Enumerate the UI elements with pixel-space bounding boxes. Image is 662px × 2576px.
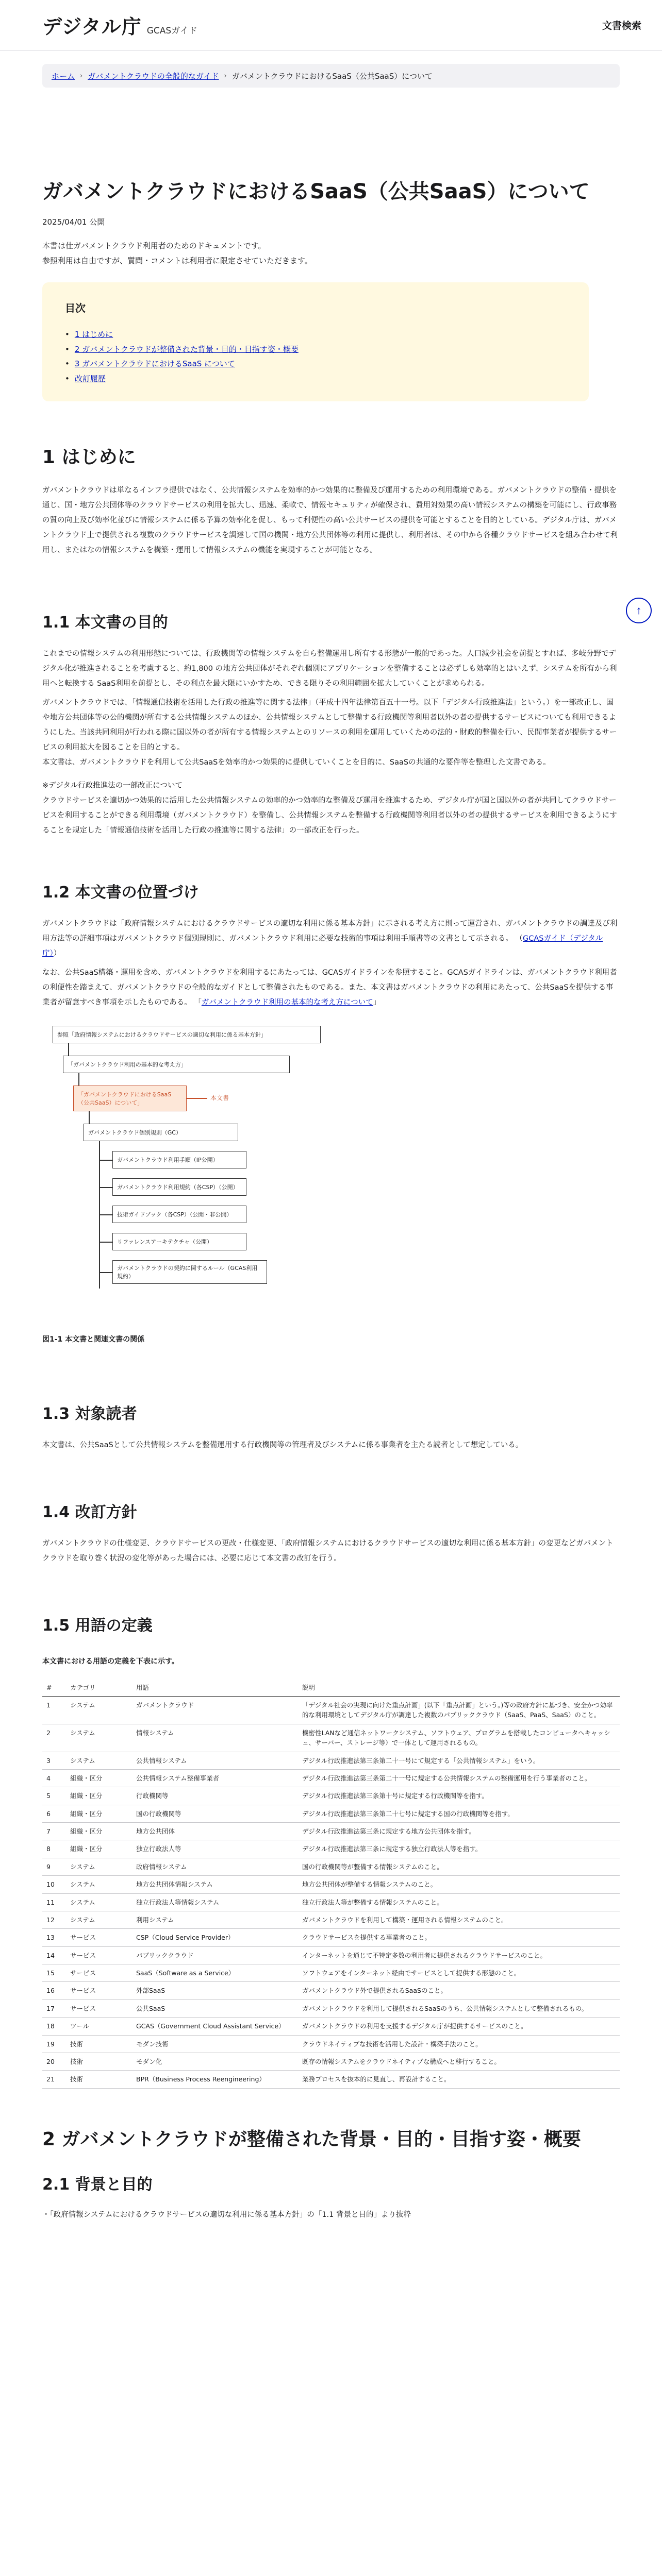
chevron-right-icon: › <box>80 72 83 80</box>
row-description: デジタル行政推進法第三条第二十七号に規定する国の行政機関等を指す。 <box>298 1805 620 1822</box>
row-description: ガバメントクラウド外で提供されるSaaSのこと。 <box>298 1982 620 1999</box>
column-header: カテゴリ <box>66 1679 132 1697</box>
row-category: システム <box>66 1876 132 1893</box>
diagram-box-child: ガバメントクラウド利用規約（各CSP）（公開） <box>112 1178 246 1196</box>
row-description: クラウドネイティブな技術を活用した設計・構築手法のこと。 <box>298 2035 620 2053</box>
scroll-to-top-button[interactable]: ↑ <box>626 598 652 623</box>
table-row <box>42 1911 620 1928</box>
diagram-box-child: ガバメントクラウドの契約に関するルール（GCAS利用規約） <box>112 1260 267 1284</box>
table-row <box>42 2053 620 2070</box>
row-term: 外部SaaS <box>132 1982 298 1999</box>
row-category: サービス <box>66 1946 132 1964</box>
diagram-connector <box>99 1272 112 1273</box>
row-category: システム <box>66 1911 132 1928</box>
table-header-row <box>42 1679 620 1697</box>
row-term: 独立行政法人等情報システム <box>132 1893 298 1911</box>
site-logo[interactable] <box>42 11 197 39</box>
row-number: 21 <box>42 2071 66 2088</box>
table-row <box>42 2035 620 2053</box>
table-row <box>42 2018 620 2035</box>
section-body: ガバメントクラウドは単なるインフラ提供ではなく、公共情報システムを効率的かつ効果的に整備及び運用するための利用環境である。ガバメントクラウドの整備・提供を通じ、国・地方公共団体等のクラウドサービスの利用を拡大し、迅速、柔軟で、情報セキュリティが確保され、費用対効果の高い情報システムの構築を可能にし、行政事務の質の向上及び効率化並びに情報システムに係る予算の効率化を促し、もって利便性の高い公共サービスの提供を可能とすることを目的としている。デジタル庁は、ガバメントクラウド上で提供される複数のクラウドサービスを調達して国の機関・地方公共団体等の利用に提供し、利用者は、その中から各種クラウドサービスを組み合わせて利用し、またはなの情報システムを構築・運用して情報システムの機能を実現することが可能となる。 <box>42 486 618 554</box>
row-category: システム <box>66 1724 132 1752</box>
row-term: SaaS（Software as a Service） <box>132 1964 298 1982</box>
diagram-connector <box>187 1098 207 1099</box>
table-of-contents <box>42 282 589 401</box>
diagram-box-child: リファレンスアーキテクチャ（公開） <box>112 1233 246 1250</box>
row-number: 4 <box>42 1769 66 1787</box>
toc-link[interactable]: 2 ガバメントクラウドが整備された背景・目的・目指す姿・概要 <box>74 344 299 354</box>
row-term: 情報システム <box>132 1724 298 1752</box>
row-number: 13 <box>42 1929 66 1946</box>
row-term: モダン化 <box>132 2053 298 2070</box>
breadcrumb-current: ガバメントクラウドにおけるSaaS（公共SaaS）について <box>231 71 433 81</box>
row-category: 技術 <box>66 2053 132 2070</box>
section-body-text: なお、公共SaaS構築・運用を含め、ガバメントクラウドを利用するにあたっては、GCASガイドラインを参照すること。GCASガイドラインは、ガバメントクラウド利用者の利便性を踏まえて、ガバメントクラウドの全般的なガイドとして整備されたものである。また、本文書はガバメントクラウドの利用にあたって、公共SaaSを提供する事業者が留意すべき事項を示したものである。 <box>42 969 617 1007</box>
breadcrumb-home[interactable]: ホーム <box>52 71 75 81</box>
section-heading: 1.3 対象読者 <box>42 1405 137 1423</box>
toc-title: 目次 <box>65 302 86 314</box>
row-number: 12 <box>42 1911 66 1928</box>
site-header <box>0 0 662 50</box>
section-body: これまでの情報システムの利用形態については、行政機関等の情報システムを自ら整備運用し所有する形態が一般的であった。人口減少社会を前提とすれば、多岐分野でデジタル化が推進されることを考慮すると、約1,800 の地方公共団体がそれぞれ個別にアプリケーションを整備することは必ずしも効率的とはいえず、システムを所有から利用へと転換する SaaS利用を前提とし、その利点を最大限にいかすため、できる限りその利用範囲を拡大していくことが求められる。 <box>42 650 617 688</box>
row-description: 業務プロセスを抜本的に見直し、再設計すること。 <box>298 2071 620 2088</box>
diagram-box-child: 技術ガイドブック（各CSP）（公開・非公開） <box>112 1206 246 1223</box>
row-description: デジタル行政推進法第三条第二十一号に規定する公共情報システムの整備運用を行う事業者のこと。 <box>298 1769 620 1787</box>
table-row <box>42 1724 620 1752</box>
section-body: 本文書は、ガバメントクラウドを利用して公共SaaSを効率的かつ効果的に提供していくことを目的に、SaaSの共通的な要件等を整理した文書である。 <box>42 758 551 767</box>
section-body: ガバメントクラウドは「政府情報システムにおけるクラウドサービスの適切な利用に係る基本方針」に示される考え方に則って運営され、ガバメントクラウドの調達及び利用方法等の詳細事項はガバメントクラウド個別規則に、ガバメントクラウド利用に必要な技術的事項は利用手順書等の文書として示される。 （GCASガイド（デジタル庁）） <box>42 920 618 958</box>
row-number: 5 <box>42 1787 66 1805</box>
row-category: システム <box>66 1893 132 1911</box>
section-heading: 1 はじめに <box>42 447 136 468</box>
row-category: サービス <box>66 1999 132 2017</box>
section-body: 本文書は、公共SaaSとして公共情報システムを整備運用する行政機関等の管理者及びシステムに係る事業者を主たる読者として想定している。 <box>42 1441 523 1449</box>
column-header: 用語 <box>132 1679 298 1697</box>
row-term: 公共情報システム <box>132 1752 298 1769</box>
row-category: システム <box>66 1697 132 1724</box>
main-content <box>0 178 662 2223</box>
row-description: デジタル行政推進法第三条第二十一号にて規定する「公共情報システム」をいう。 <box>298 1752 620 1769</box>
table-row <box>42 1876 620 1893</box>
row-description: ガバメントクラウドを利用して構築・運用される情報システムのこと。 <box>298 1911 620 1928</box>
diagram-box-policy: 参照「政府情報システムにおけるクラウドサービスの適切な利用に係る基本方針」 <box>53 1026 321 1043</box>
row-description: クラウドサービスを提供する事業者のこと。 <box>298 1929 620 1946</box>
logo-main-text: デジタル庁 <box>42 15 142 38</box>
page-title: ガバメントクラウドにおけるSaaS（公共SaaS）について <box>42 180 590 204</box>
terms-table-body <box>42 1697 620 2089</box>
table-row <box>42 1787 620 1805</box>
section-heading: 1.1 本文書の目的 <box>42 614 168 632</box>
table-row <box>42 2071 620 2088</box>
column-header: # <box>42 1679 66 1697</box>
row-category: システム <box>66 1752 132 1769</box>
row-number: 7 <box>42 1823 66 1840</box>
row-term: ガバメントクラウド <box>132 1697 298 1724</box>
row-description: ガバメントクラウドを利用して提供されるSaaSのうち、公共情報システムとして整備されるもの。 <box>298 1999 620 2017</box>
diagram-box-gc-rules: ガバメントクラウド個別規則（GC） <box>84 1124 238 1141</box>
table-row <box>42 1929 620 1946</box>
row-category: ツール <box>66 2018 132 2035</box>
bullet-icon: • <box>65 330 70 339</box>
row-category: システム <box>66 1858 132 1875</box>
row-category: 組織・区分 <box>66 1840 132 1858</box>
table-row <box>42 1999 620 2017</box>
row-number: 10 <box>42 1876 66 1893</box>
row-term: 公共情報システム整備事業者 <box>132 1769 298 1787</box>
toc-link[interactable]: 3 ガバメントクラウドにおけるSaaS について <box>74 359 235 368</box>
row-description: 国の行政機関等が整備する情報システムのこと。 <box>298 1858 620 1875</box>
row-category: サービス <box>66 1964 132 1982</box>
section-heading: 1.5 用語の定義 <box>42 1617 153 1635</box>
table-row <box>42 1840 620 1858</box>
row-number: 11 <box>42 1893 66 1911</box>
row-term: 地方公共団体 <box>132 1823 298 1840</box>
row-description: インターネットを通じて不特定多数の利用者に提供されるクラウドサービスのこと。 <box>298 1946 620 1964</box>
row-number: 20 <box>42 2053 66 2070</box>
table-row <box>42 1858 620 1875</box>
bullet-icon: • <box>65 344 70 354</box>
section-body: ・「政府情報システムにおけるクラウドサービスの適切な利用に係る基本方針」の「1.1 背景と目的」より抜粋 <box>42 2210 411 2219</box>
diagram-box-this-document: 「ガバメントクラウドにおけるSaaS（公共SaaS）について」 <box>73 1086 187 1111</box>
toc-link[interactable]: 1 はじめに <box>74 330 113 339</box>
logo-sub-text: GCASガイド <box>146 26 197 36</box>
row-term: 利用システム <box>132 1911 298 1928</box>
row-number: 18 <box>42 2018 66 2035</box>
row-number: 6 <box>42 1805 66 1822</box>
row-category: サービス <box>66 1929 132 1946</box>
bullet-icon: • <box>65 359 70 368</box>
row-description: ガバメントクラウドの利用を支援するデジタル庁が提供するサービスのこと。 <box>298 2018 620 2035</box>
table-row <box>42 1697 620 1724</box>
diagram-box-child: ガバメントクラウド利用手順（IP公開） <box>112 1151 246 1168</box>
section-heading: 2 ガバメントクラウドが整備された背景・目的・目指す姿・概要 <box>42 2128 581 2150</box>
intro-line: 参照利用は自由ですが、質問・コメントは利用者に限定させていただきます。 <box>42 256 312 265</box>
intro <box>42 239 620 268</box>
row-description: 既存の情報システムをクラウドネイティブな構成へと移行すること。 <box>298 2053 620 2070</box>
diagram-connector <box>99 1160 112 1161</box>
section-body: ガバメントクラウドでは、「情報通信技術を活用した行政の推進等に関する法律」（平成十四年法律第百五十一号。以下「デジタル行政推進法」という。）を一部改正し、国や地方公共団体等の公的機関が所有する公共情報システムのほか、公共情報システムとして整備する行政機関等利用者以外の者の提供するサービスについても利用できるようにした。当該共同利用が行われる際に国以外の者が所有する情報システムとのリソースの利用を運用していくための法的・財政的整備を行い、民間事業者が提供するサービスの利用拡大を図ることを目的とする。 <box>42 699 617 752</box>
diagram-connector <box>89 1111 90 1124</box>
row-number: 9 <box>42 1858 66 1875</box>
row-number: 16 <box>42 1982 66 1999</box>
relationship-diagram <box>42 1021 372 1325</box>
note-title: ※デジタル行政推進法の一部改正について <box>42 782 183 790</box>
row-term: モダン技術 <box>132 2035 298 2053</box>
row-number: 19 <box>42 2035 66 2053</box>
row-term: CSP（Cloud Service Provider） <box>132 1929 298 1946</box>
table-caption: 本文書における用語の定義を下表に示す。 <box>42 1657 179 1666</box>
figure-caption: 図1-1 本文書と関連文書の関係 <box>42 1335 145 1344</box>
breadcrumb-guide[interactable]: ガバメントクラウドの全般的なガイド <box>88 71 219 81</box>
row-description: 「デジタル社会の実現に向けた重点計画」(以下「重点計画」という。)等の政府方針に基づき、安全かつ効率的な利用環境としてデジタル庁が調達した複数のパブリッククラウド（SaaS、PaaS、SaaS）のこと。 <box>298 1697 620 1724</box>
row-category: 組織・区分 <box>66 1805 132 1822</box>
section-heading: 1.4 改訂方針 <box>42 1503 137 1521</box>
row-description: ソフトウェアをインターネット経由でサービスとして提供する形態のこと。 <box>298 1964 620 1982</box>
gcas-guide-link[interactable]: GCASガイド（デジタル庁） <box>42 935 603 958</box>
diagram-box-basic: 「ガバメントクラウド利用の基本的な考え方」 <box>63 1056 290 1073</box>
row-category: 技術 <box>66 2035 132 2053</box>
row-term: 公共SaaS <box>132 1999 298 2017</box>
row-category: 組織・区分 <box>66 1787 132 1805</box>
breadcrumb <box>42 64 620 88</box>
row-number: 3 <box>42 1752 66 1769</box>
row-term: 国の行政機関等 <box>132 1805 298 1822</box>
row-number: 15 <box>42 1964 66 1982</box>
row-term: 地方公共団体情報システム <box>132 1876 298 1893</box>
row-number: 14 <box>42 1946 66 1964</box>
section-body: なお、公共SaaS構築・運用を含め、ガバメントクラウドを利用するにあたっては、GCASガイドラインを参照すること。GCASガイドラインは、ガバメントクラウド利用者の利便性を踏まえて、ガバメントクラウドの全般的なガイドとして整備されたものである。また、本文書はガバメントクラウドの利用にあたって、公共SaaSを提供する事業者が留意すべき事項を示したものである。 「ガバメントクラウド利用の基本的な考え方について」 <box>42 969 617 1007</box>
row-description: デジタル行政推進法第三条第十号に規定する行政機関等を指す。 <box>298 1787 620 1805</box>
row-description: 地方公共団体が整備する情報システムのこと。 <box>298 1876 620 1893</box>
row-term: GCAS（Government Cloud Assistant Service） <box>132 2018 298 2035</box>
diagram-connector <box>68 1043 69 1056</box>
table-row <box>42 1805 620 1822</box>
column-header: 説明 <box>298 1679 620 1697</box>
row-description: 独立行政法人等が整備する情報システムのこと。 <box>298 1893 620 1911</box>
row-number: 2 <box>42 1724 66 1752</box>
row-term: パブリッククラウド <box>132 1946 298 1964</box>
row-category: 技術 <box>66 2071 132 2088</box>
table-row <box>42 1946 620 1964</box>
publish-date: 2025/04/01 公開 <box>42 217 105 227</box>
row-description: デジタル行政推進法第三条に規定する地方公共団体を指す。 <box>298 1823 620 1840</box>
row-description: デジタル行政推進法第三条に規定する独立行政法人等を指す。 <box>298 1840 620 1858</box>
section-heading: 2.1 背景と目的 <box>42 2175 153 2194</box>
diagram-this-document-tag: 本文書 <box>210 1094 229 1101</box>
section-heading: 1.2 本文書の位置づけ <box>42 884 199 902</box>
row-term: 独立行政法人等 <box>132 1840 298 1858</box>
row-term: 行政機関等 <box>132 1787 298 1805</box>
table-row <box>42 1982 620 1999</box>
row-category: 組織・区分 <box>66 1823 132 1840</box>
row-number: 1 <box>42 1697 66 1724</box>
section-body: ガバメントクラウドの仕様変更、クラウドサービスの更改・仕様変更、「政府情報システムにおけるクラウドサービスの適切な利用に係る基本方針」の変更などガバメントクラウドを取り巻く状況の変化等があった場合には、必要に応じて本文書の改訂を行う。 <box>42 1539 614 1563</box>
chevron-right-icon: › <box>224 72 227 80</box>
note-body: クラウドサービスを適切かつ効果的に活用した公共情報システムの効率的かつ効率的な整備及び運用を推進するため、デジタル庁が国と国以外の者が共同してクラウドサービスを利用することができる利用環境（ガバメントクラウド）を整備し、公共情報システムを整備する行政機関等利用者以外の者の提供するサービスを利用できるようにすることを規定した「情報通信技術を活用した行政の推進等に関する法律」の一部改正を行った。 <box>42 796 617 835</box>
table-row <box>42 1964 620 1982</box>
bullet-icon: • <box>65 374 70 383</box>
section-body-text: ガバメントクラウドは「政府情報システムにおけるクラウドサービスの適切な利用に係る基本方針」に示される考え方に則って運営され、ガバメントクラウドの調達及び利用方法等の詳細事項はガバメントクラウド個別規則に、ガバメントクラウド利用に必要な技術的事項は利用手順書等の文書として示される。 <box>42 920 618 943</box>
row-number: 8 <box>42 1840 66 1858</box>
table-row <box>42 1893 620 1911</box>
row-description: 機密性LANなど通信ネットワークシステム、ソフトウェア、プログラムを搭載したコンピュータへキャッシュ、サーバー、ストレージ等）で一体として運用されるもの。 <box>298 1724 620 1752</box>
table-row <box>42 1823 620 1840</box>
table-row <box>42 1769 620 1787</box>
diagram-connector <box>99 1187 112 1188</box>
table-row <box>42 1752 620 1769</box>
row-category: 組織・区分 <box>66 1769 132 1787</box>
row-number: 17 <box>42 1999 66 2017</box>
basic-policy-link[interactable]: ガバメントクラウド利用の基本的な考え方について <box>201 998 373 1007</box>
diagram-connector <box>78 1073 79 1086</box>
intro-line: 本書は仕ガバメントクラウド利用者のためのドキュメントです。 <box>42 241 266 250</box>
diagram-connector <box>99 1214 112 1215</box>
toc-link[interactable]: 改訂履歴 <box>74 374 106 383</box>
diagram-connector <box>99 1242 112 1243</box>
terms-table <box>42 1679 620 2089</box>
row-term: BPR（Business Process Reengineering） <box>132 2071 298 2088</box>
document-search-link[interactable]: 文書検索 <box>602 20 641 31</box>
row-category: サービス <box>66 1982 132 1999</box>
row-term: 政府情報システム <box>132 1858 298 1875</box>
